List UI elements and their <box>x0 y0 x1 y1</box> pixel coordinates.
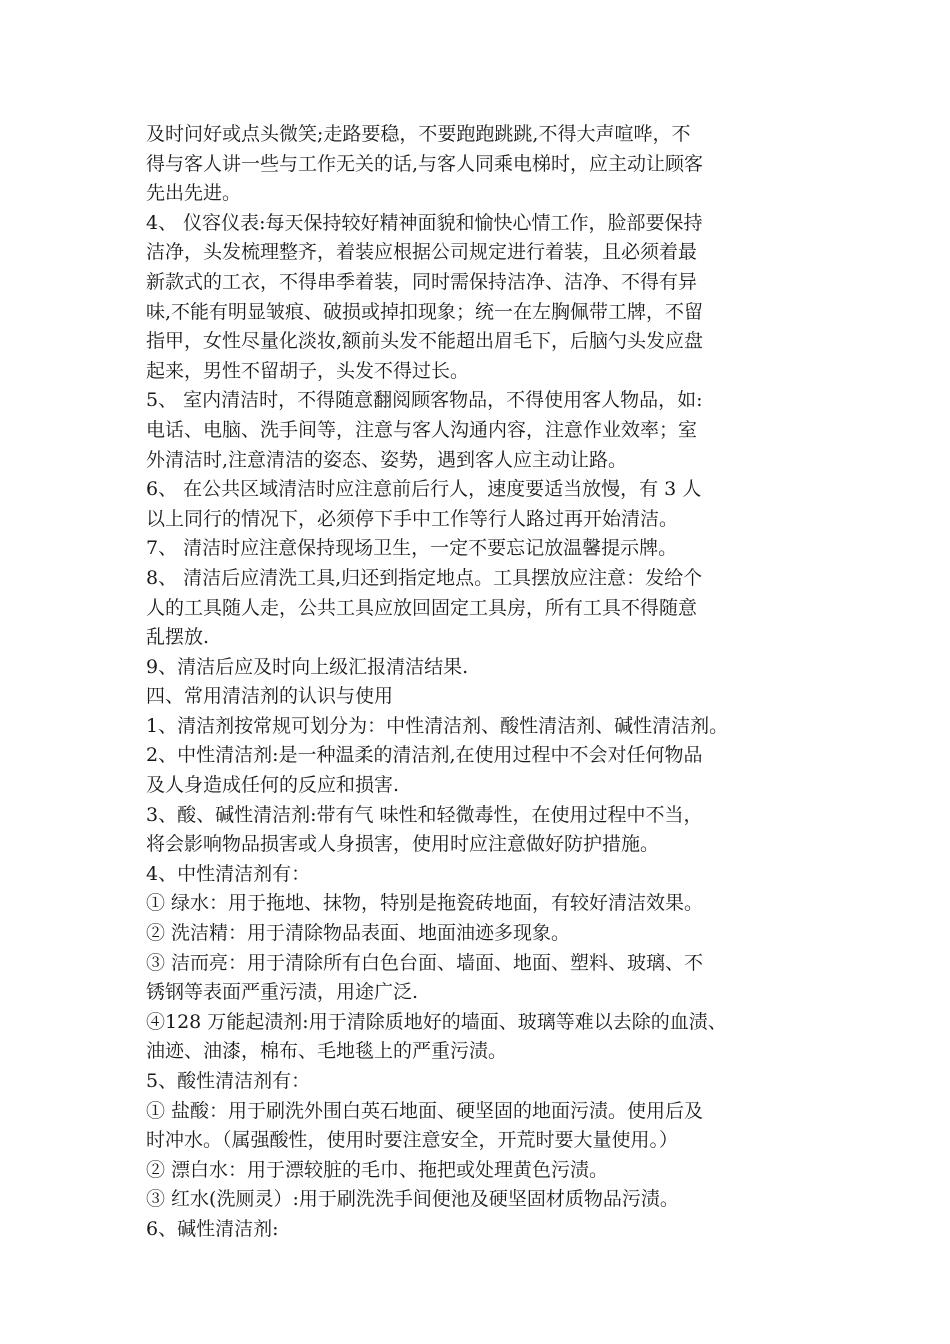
text-line: 起来，男性不留胡子，头发不得过长。 <box>146 359 470 382</box>
text-line: 9、清洁后应及时向上级汇报清洁结果. <box>146 655 469 678</box>
text-line: ④128 万能起渍剂:用于清除质地好的墙面、玻璃等难以去除的血渍、 <box>146 1010 727 1033</box>
text-line: 5、 室内清洁时，不得随意翻阅顾客物品，不得使用客人物品，如: <box>146 389 703 412</box>
text-line: 以上同行的情况下，必须停下手中工作等行人路过再开始清洁。 <box>146 507 679 530</box>
text-line: 洁净，头发梳理整齐，着装应根据公司规定进行着装，且必须着最 <box>146 241 698 264</box>
text-line: 先出先进。 <box>146 182 242 205</box>
text-line: 8、 清洁后应清洗工具,归还到指定地点。工具摆放应注意：发给个 <box>146 566 703 589</box>
text-line: 3、酸、碱性清洁剂:带有气 味性和轻微毒性，在使用过程中不当， <box>146 803 703 826</box>
text-line: 外清洁时,注意清洁的姿态、姿势，遇到客人应主动让路。 <box>146 448 628 471</box>
text-line: ① 绿水：用于拖地、抹物，特别是拖瓷砖地面，有较好清洁效果。 <box>146 892 704 915</box>
text-line: 新款式的工衣，不得串季着装，同时需保持洁净、洁净、不得有异 <box>146 270 698 293</box>
text-line: ③ 红水(洗厕灵）:用于刷洗洗手间便池及硬坚固材质物品污渍。 <box>146 1188 679 1211</box>
text-line: 油迹、油漆，棉布、毛地毯上的严重污渍。 <box>146 1040 508 1063</box>
section-heading: 四、常用清洁剂的认识与使用 <box>146 685 394 708</box>
text-line: 6、 在公共区域清洁时应注意前后行人，速度要适当放慢，有 3 人 <box>146 478 702 501</box>
document-page <box>146 120 826 1245</box>
text-line: 锈钢等表面严重污渍，用途广泛. <box>146 981 419 1004</box>
text-line: ② 洗洁精：用于清除物品表面、地面油迹多现象。 <box>146 922 571 945</box>
text-line: ③ 洁而亮：用于清除所有白色台面、墙面、地面、塑料、玻璃、不 <box>146 951 704 974</box>
text-line: 2、中性清洁剂:是一种温柔的清洁剂,在使用过程中不会对任何物品 <box>146 744 703 767</box>
text-line: 及人身造成任何的反应和损害. <box>146 774 400 797</box>
text-line: ① 盐酸：用于刷洗外围白英石地面、硬坚固的地面污渍。使用后及 <box>146 1099 704 1122</box>
text-line: 1、清洁剂按常规可划分为：中性清洁剂、酸性清洁剂、碱性清洁剂。 <box>146 714 729 737</box>
text-line: 指甲，女性尽量化淡妆,额前头发不能超出眉毛下，后脑勺头发应盘 <box>146 330 704 353</box>
text-line: 7、 清洁时应注意保持现场卫生，一定不要忘记放温馨提示牌。 <box>146 537 678 560</box>
text-line: 及时问好或点头微笑;走路要稳，不要跑跑跳跳,不得大声喧哗，不 <box>146 123 691 145</box>
text-line: 5、酸性清洁剂有： <box>146 1070 311 1092</box>
text-line: 时冲水。（属强酸性，使用时要注意安全，开荒时要大量使用。） <box>146 1129 679 1152</box>
text-line: 将会影响物品损害或人身损害，使用时应注意做好防护措施。 <box>146 833 660 856</box>
text-line: 6、碱性清洁剂: <box>146 1217 279 1240</box>
text-line: 电话、电脑、洗手间等，注意与客人沟通内容，注意作业效率；室 <box>146 418 698 441</box>
text-line: 4、 仪容仪表:每天保持较好精神面貌和愉快心情工作，脸部要保持 <box>146 211 703 234</box>
text-line: 人的工具随人走，公共工具应放回固定工具房，所有工具不得随意 <box>146 596 698 619</box>
text-line: 乱摆放. <box>146 626 210 649</box>
text-line: ② 漂白水：用于漂较脏的毛巾、拖把或处理黄色污渍。 <box>146 1158 609 1181</box>
text-line: 得与客人讲一些与工作无关的话,与客人同乘电梯时，应主动让顾客 <box>146 152 704 175</box>
text-line: 味,不能有明显皱痕、破损或掉扣现象；统一在左胸佩带工牌，不留 <box>146 300 704 323</box>
text-line: 4、中性清洁剂有： <box>146 862 311 885</box>
